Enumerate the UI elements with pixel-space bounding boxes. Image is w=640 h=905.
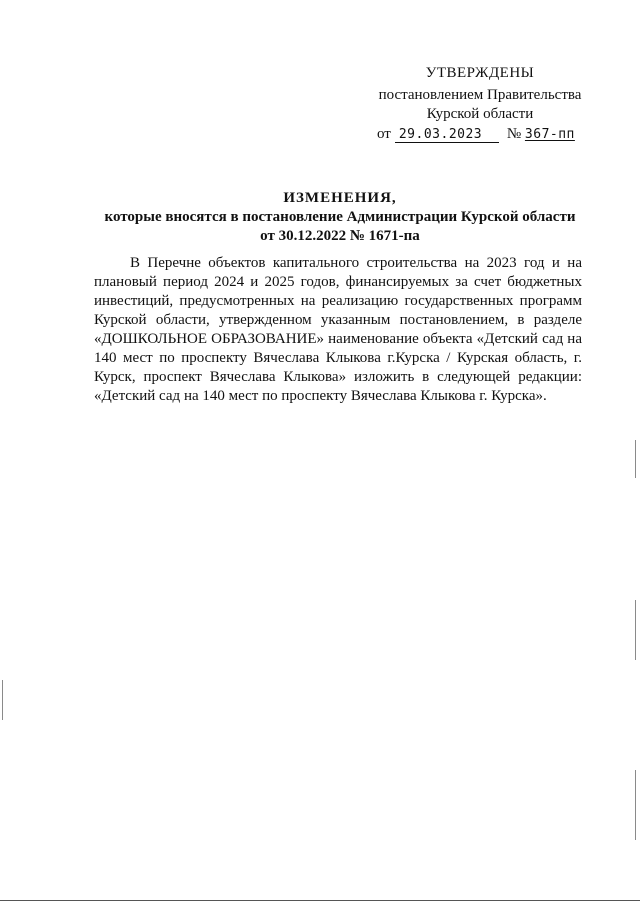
approval-number: 367-пп (524, 127, 575, 142)
document-heading (80, 189, 600, 246)
body-paragraph: В Перечне объектов капитального строительства на 2023 год и на плановый период 2024 и 2025 годов, финансируемых за счет бюджетных инвестиций, предусмотренных на реализацию государственных программ Курской области, утвержденном указанным постановлением, в разделе «ДОШКОЛЬНОЕ ОБРАЗОВАНИЕ» наименование объекта «Детский сад на 140 мест по проспекту Вячеслава Клыкова г.Курска / Курская область, г. Курск, проспект Вячеслава Клыкова» изложить в следующей редакции: «Детский сад на 140 мест по проспекту Вячеслава Клыкова г. Курска». (94, 255, 582, 404)
date-prefix: от (377, 126, 391, 142)
approval-title: УТВЕРЖДЕНЫ (425, 65, 535, 81)
scan-bottom-line (0, 900, 640, 901)
approval-authority: постановлением Правительства (378, 87, 582, 103)
approval-date: 29.03.2023 (395, 128, 499, 143)
heading-subtitle: которые вносятся в постановление Администрации Курской области (104, 209, 576, 225)
number-sign: № (506, 126, 522, 142)
approval-region: Курской области (426, 106, 534, 122)
scan-edge-mark (635, 770, 636, 840)
heading-title: ИЗМЕНЕНИЯ, (283, 190, 397, 206)
approval-block (365, 64, 595, 144)
scan-edge-mark (2, 680, 3, 720)
approval-date-line (365, 125, 595, 144)
scan-edge-mark (635, 440, 636, 478)
heading-reference: от 30.12.2022 № 1671-па (260, 228, 420, 244)
scan-edge-mark (635, 600, 636, 660)
